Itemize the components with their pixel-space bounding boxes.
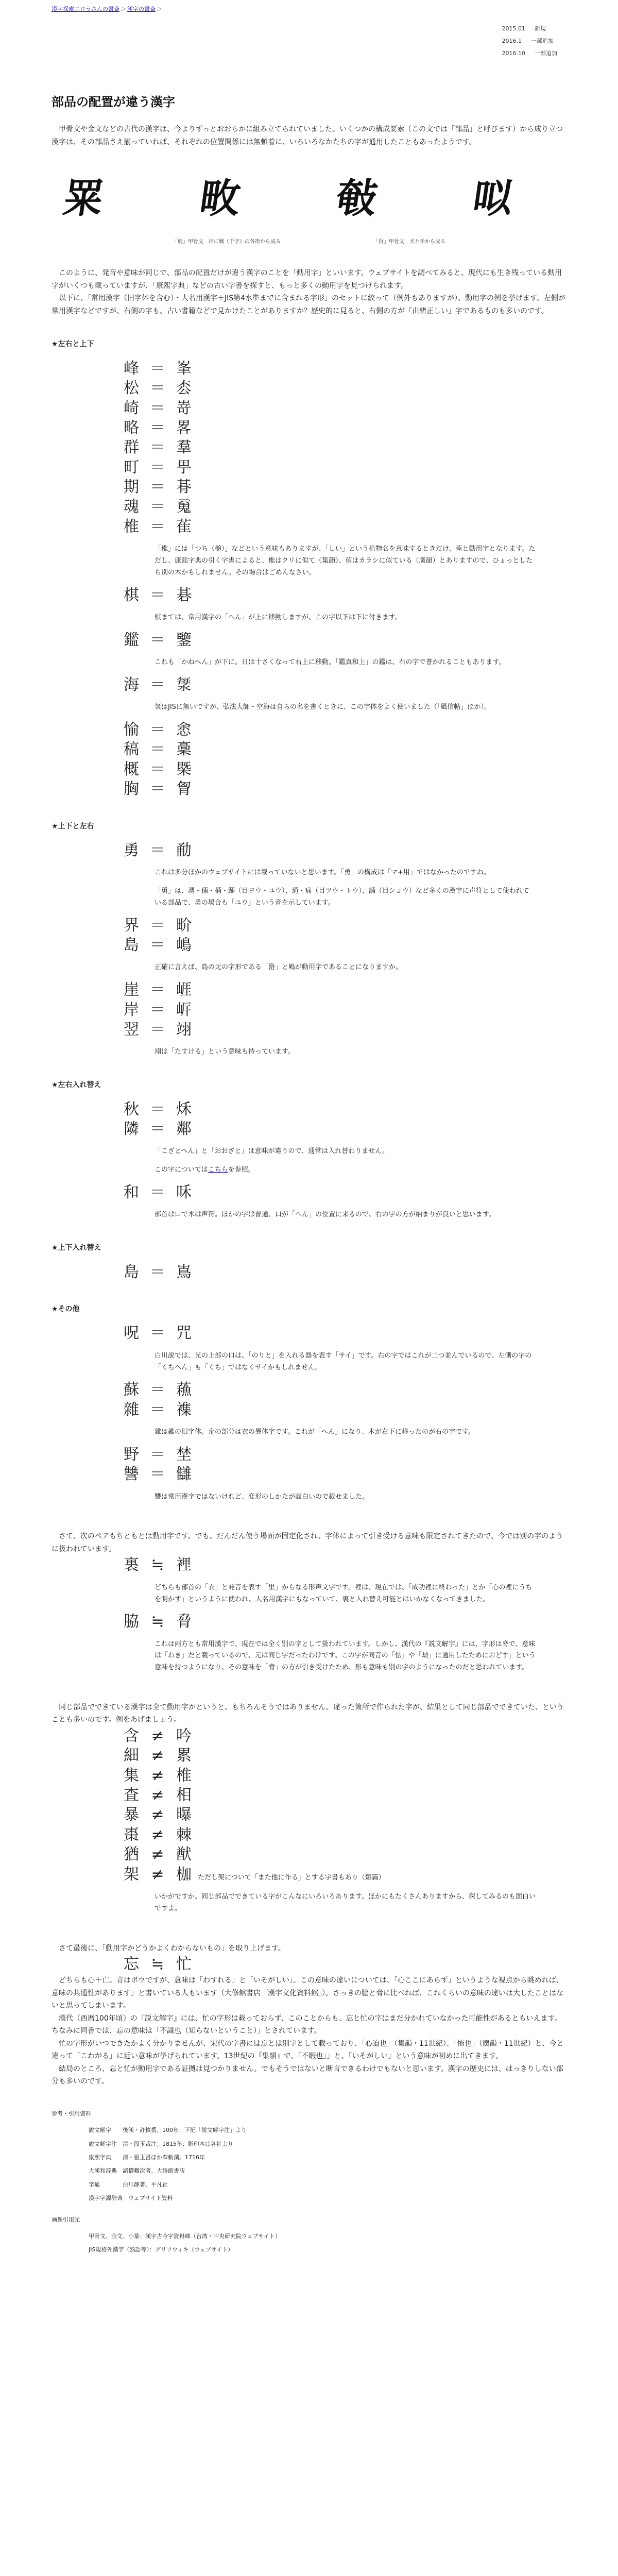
pair-note: 「こざとへん」と「おおざと」は意味が違うので、通常は入れ替わりません。 (154, 1147, 389, 1156)
kanji-pair: 和 ＝ 咊 (124, 1183, 193, 1201)
pair-note: 翊は「たすける」という意味も持っています。 (154, 1048, 295, 1056)
pair-note: 白川説では、兄の上部の口は、「のりと」を入れる器を表す「サイ」です。右の字ではこれが二つ並んでいるので、左側の字の「くちへん」も「くち」ではなくサイかもしれません。 (154, 1351, 532, 1371)
kanji-pair: 忘 ≒ 忙 (124, 1955, 193, 1974)
kanji-pair: 界 ＝ 畍 (124, 916, 193, 935)
kanji-pair: 島 ＝ 嶌 (124, 1263, 193, 1281)
pair-list (52, 720, 566, 800)
kanji-pair: 岸 ＝ 㟁 (124, 1001, 193, 1019)
kanji-pair: 鑑 ＝ 鑒 (124, 631, 193, 649)
kanji-pair: 雜 ＝ 襍 (124, 1400, 193, 1419)
section-heading: ★左右と上下 (52, 340, 94, 349)
kanji-pair: 愉 ＝ 悆 (124, 720, 193, 739)
spacer (52, 1681, 566, 1701)
kanji-pair: 査 ≠ 相 (124, 1786, 193, 1805)
kanji-pair: 野 ＝ 埜 (124, 1445, 193, 1464)
kanji-pair: 峰 ＝ 峯 (124, 359, 193, 378)
paragraph: 同じ部品でできている漢字は全て動用字かというと、もちろんそうではありません。違った箇所で作られた字が、結果として同じ部品でできていた、ということも多いのです。例をあげましょう。 (52, 1703, 564, 1724)
caption-right: 「狩」甲骨文 犬と手から成る (373, 239, 445, 245)
pair-note: 「勇」は、湧・俑・桶・踊（目ヨウ・ユウ）、通・痛（目ツウ・トウ）、誦（目ショウ）など多くの漢字に声符として使われている部品で、勇の場合も「ユウ」という音を示しています。 (154, 887, 529, 907)
pair-note: これは多分ほかのウェブサイトには載っていないと思います。「勇」の構成は「マ+用」ではなかったのですね。 (154, 869, 490, 877)
image-source-item: JIS規格外漢字（熟語等）：グリフウィキ（ウェブサイト） (89, 2246, 234, 2253)
references-heading: 参考・引用資料 (52, 2110, 91, 2117)
figure-captions (52, 238, 566, 247)
section-heading: ★上下と左右 (52, 822, 94, 831)
kanji-pair: 胸 ＝ 胷 (124, 780, 193, 799)
breadcrumb-section-link[interactable]: 漢字の書斎 (127, 6, 156, 12)
kanji-pair: 含 ≠ 吟 (124, 1726, 193, 1745)
kanji-pair: 棋 ＝ 碁 (124, 586, 193, 604)
paragraph: さて最後に、「動用字かどうかよくわからないもの」を取り上げます。 (59, 1944, 285, 1953)
history-row: 2016.10 一部追加 (502, 50, 557, 57)
intro-paragraph: 甲骨文や金文などの古代の漢字は、今よりずっとおおらかに組み立てられていました。いくつかの構成要素（この文では「部品」と呼びます）から成り立つ漢字は、その部品さえ揃っていれば、それぞれの位置関係には無頓着に、いろいろなかたちの字が通用したこともあったようです。 (52, 125, 563, 146)
breadcrumb: 漢字探索エロラさんの書斎 ＞ 漢字の書斎 ＞ (52, 6, 162, 12)
calligraphy-figure (52, 164, 566, 234)
paragraph: 忙の字形がいつできたかよく分かりませんが、宋代の字書には忘とは別字として載っており、「心迫也」（集韻・11世紀）、「怖也」（廣韻・11世紀）と、今と違って「こわがる」に近い意味が挙げられています。13世紀の『集韻』で、「不暇也」」と、「いそがしい」という意味が初めに出てきます。 (52, 2039, 564, 2061)
kanji-pair: 期 ＝ 朞 (124, 478, 193, 497)
kanji-pair: 島 ＝ 嶋 (124, 936, 193, 955)
paragraph: 以下に、「常用漢字（旧字体を含む）・人名用漢字＋JIS第4水準までに含まれる字形」のセットに絞って（例外もありますが）、動用字の例を挙げます。左側が常用漢字などですが、右側の字も、古い書籍などで見かけたことがありますか？歴史的に見ると、右側の方が「由緒正しい」字であるものも多いのです。 (52, 294, 565, 315)
kanji-pair: 暴 ≠ 曝 (124, 1806, 193, 1824)
pair-note: 𣴴はJISに無いですが、弘法大師・空海は自らの名を書くときに、この字体をよく使いました（「風信帖」ほか）。 (154, 703, 491, 711)
kanji-pair: 魂 ＝ 䰟 (124, 498, 193, 516)
reference-item: 康熙字典 清・張玉書ほか奉勅撰。1716年 (89, 2154, 205, 2161)
pair-note: これも「かねへん」が下に。日は十さくなって右上に移動。「鑑真和上」の鑑は、右の字で書かれることもあります。 (154, 658, 506, 667)
paragraph: このように、発音や意味が同じで、部品の配置だけが違う漢字のことを「動用字」といいます。ウェブサイトを調べてみると、現代にも生き残っている動用字がいくつも載っていますが、「康熙字典」などの古い字書を探すと、もっと多くの動用字を見つけられます。 (52, 269, 562, 290)
image-sources-heading: 画像引用元 (52, 2216, 80, 2223)
references (52, 2109, 566, 2257)
kanji-pair: 略 ＝ 畧 (124, 418, 193, 437)
breadcrumb-home-link[interactable]: 漢字探索エロラさんの書斎 (52, 6, 119, 12)
history-row: 2015.01 新規 (502, 25, 546, 32)
paragraph: どちらも心＋亡。音はボウですが、意味は「わすれる」と「いそがしい」。この意味の違いについては、「心ここにあらず」というような視点から眺めれば、意味の共通性があります」と書いている人もいます（大修館書店『漢字文化資料館』）。さっきの脇と脅に比べれば、これくらいの意味の違いは大したことはないと思ってしまいます。 (52, 1976, 563, 2010)
reference-item: 字通 白川静著。平凡社 (89, 2181, 168, 2188)
pair-note: 「椎」には「つち（槌）」などという意味もありますが、「しい」という植物名を意味するときだけ、雈と動用字となります。ただし、康熙字典の引く字書によると、椎はクリに似て（集韻）、雈はカラシに似ている（廣韻）とありますので、ひょっとしたら別の木かもしれません。その場合はごめんなさい。 (154, 545, 536, 577)
paragraph: さて、次のペアもちともとは動用字です。でも、だんだん使う場面が固定化され、字体によって引き受ける意味も限定されてきたので、今では別の字のように扱われています。 (52, 1532, 563, 1553)
reference-item: 漢字字源辞典 ウェブサイト資料 (89, 2195, 173, 2202)
kanji-pair: 架 ≠ 枷 ただし架について「また他に作る」とする字書もあり（類篇） (124, 1865, 385, 1884)
kanji-pair: 翌 ＝ 翊 (124, 1020, 193, 1039)
kanji-pair: 棗 ≠ 棘 (124, 1825, 193, 1844)
pair-note: 正確に言えば、島の元の字形である「㠀」と嶋が動用字であることになりますか。 (154, 963, 403, 972)
kanji-pair: 椎 ＝ 雈 (124, 517, 193, 536)
kanji-pair: 呪 ＝ 咒 (124, 1324, 193, 1343)
kanji-pair: 脇 ≒ 脅 (124, 1613, 193, 1631)
section-heading: ★左右入れ替え (52, 1081, 101, 1090)
pair-note: これは両方とも常用漢字で、現在では全く別の字として扱われています。しかし、漢代の『説文解字』には、字形は脅で、意味は「わき」だと載っているので、元は同じ字だったわけです。この字が同音の「怯」や「劫」に通用したためにおどす」という意味を持つようになり、その意味を「脅」の方が引き受けたため、形も意味も別の字のようになったのだと思われています。 (154, 1640, 536, 1672)
kanji-pair: 崖 ＝ 崕 (124, 981, 193, 999)
page (52, 0, 566, 2257)
reference-item: 説文解字注 清・段玉裁注。1815年：影印本は各社より (89, 2140, 233, 2147)
kanji-pair: 勇 ＝ 勈 (124, 841, 193, 859)
ancient-glyphs: 䍘 畋 㪑 㕽 (60, 175, 558, 223)
kanji-pair: 概 ＝ 槩 (124, 760, 193, 778)
kanji-pair: 讐 ＝ 讎 (124, 1465, 193, 1484)
kanji-pair: 海 ＝ 𣴴 (124, 675, 193, 694)
kanji-pair: 秋 ＝ 秌 (124, 1100, 193, 1118)
page-title: 部品の配置が違う漢字 (52, 95, 175, 110)
kanji-pair: 崎 ＝ 嵜 (124, 399, 193, 417)
image-source-item: 甲骨文、金文、小篆：漢字古今字資料庫（台湾・中央研究院ウェブサイト） (89, 2232, 281, 2240)
reference-item: 説文解字 後漢・許慎撰。100年：下記「説文解字注」より (89, 2127, 247, 2134)
caption-left: 「鹿」甲骨文 出に戦（千字）の各形から成る (173, 239, 281, 245)
pair-note: いかがですか。同じ部品でできている字がこんなにいろいろあります。ほかにもたくさんありますから、探してみるのも面白いですよ。 (154, 1893, 536, 1912)
pair-list (52, 1726, 566, 1885)
kanji-pair: 町 ＝ 甼 (124, 458, 193, 477)
paragraph: 漢代（西暦100年頃）の『説文解字』には、忙の字形は載っておらず、このことからも、忘と忙の字はまだ分かれていなかった可能性があるともいえます。ちなみに同書では、忘の意味は「不識也（知らないということ）」とされています。 (52, 2014, 562, 2036)
kanji-pair: 猶 ≠ 猷 (124, 1845, 193, 1864)
pair-note: 讐は常用漢字ではないけれど、変形のしかたが面白いので載せました。 (154, 1493, 369, 1501)
reference-link[interactable]: こちら (208, 1166, 228, 1174)
reference-item: 大漢和辞典 諸橋轍次著。大修館書店 (89, 2167, 185, 2175)
section-heading: ★上下入れ替え (52, 1244, 101, 1252)
history-row: 2016.1 一部追加 (502, 38, 554, 45)
kanji-pair: 蘇 ＝ 蘓 (124, 1381, 193, 1399)
pair-note: 部首は口で木は声符。ほかの字は普通、口が「へん」の位置に来るので、右の字の方が納まりが良いと思います。 (154, 1211, 495, 1219)
kanji-pair: 裏 ≒ 裡 (124, 1556, 193, 1574)
kanji-pair: 稿 ＝ 稾 (124, 740, 193, 759)
revision-history (502, 23, 558, 60)
kanji-pair: 隣 ＝ 鄰 (124, 1120, 193, 1138)
pair-list (52, 359, 566, 537)
pair-inline-note: ただし架について「また他に作る」とする字書もあり（類篇） (198, 1873, 385, 1882)
paragraph: 結局のところ、忘と忙が動用字である証拠は見つかりません。でもそうではないと断言できるわけでもないと思います。漢字の歴史には、はっきりしない部分も多いのです。 (52, 2064, 563, 2086)
section-heading: ★その他 (52, 1304, 80, 1313)
spacer (52, 1510, 566, 1530)
spacer (52, 1922, 566, 1942)
pair-note: 雜は雑の旧字体。㐬の部分は衣の異体字です。これが「へん」になり、木が右下に移ったのが右の字です。 (154, 1428, 475, 1436)
pair-note: どちらも部首の「衣」と発音を表す「里」からなる形声文字です。裡は、現在では、「成功裡に終わった」とか「心の裡にうちを明かす」というように使われ、人名用漢字にもなっていて、裏と入れ替え可能とはいかなくなってきました。 (154, 1583, 533, 1603)
kanji-pair: 群 ＝ 羣 (124, 438, 193, 457)
pair-note: この字についてはこちらを参照。 (154, 1166, 255, 1174)
kanji-pair: 集 ≠ 椎 (124, 1766, 193, 1785)
kanji-pair: 細 ≠ 累 (124, 1747, 193, 1765)
kanji-pair: 松 ＝ 枩 (124, 379, 193, 398)
pair-note: 棋まては、常用漢字の「へん」が上に移動しますが、この字以下は下に付きます。 (154, 613, 402, 621)
